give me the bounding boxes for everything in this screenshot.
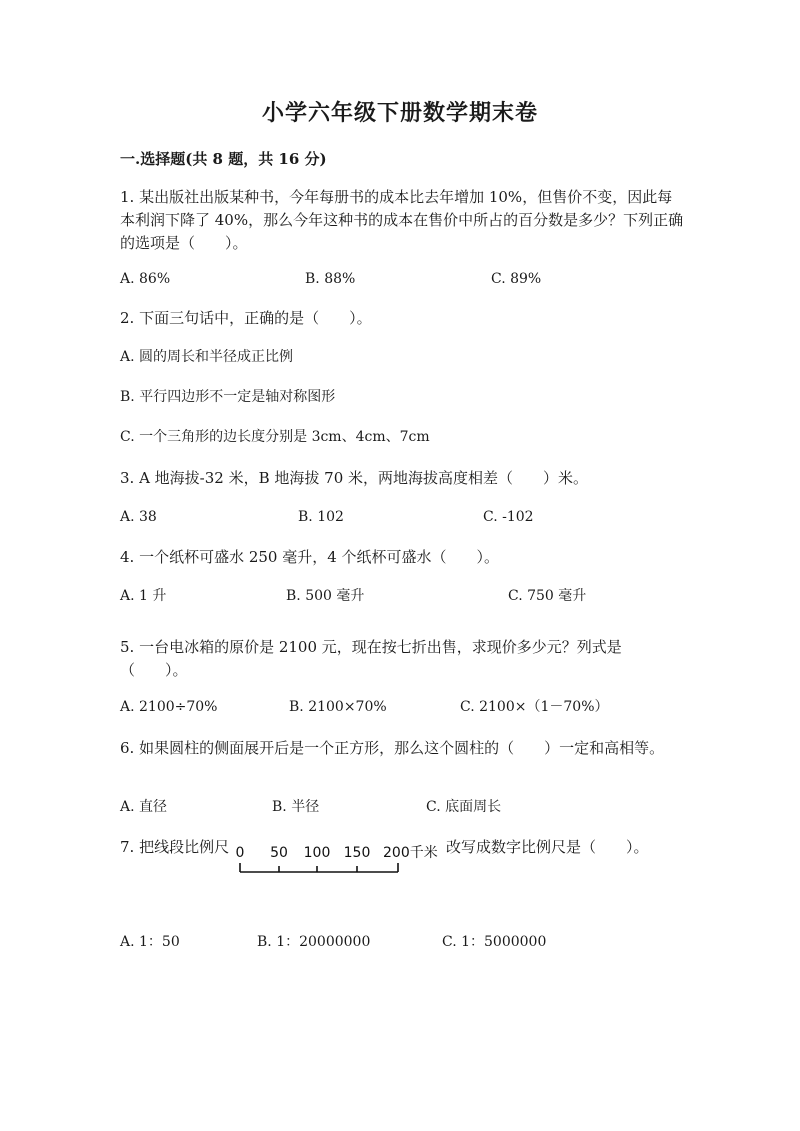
scale-label-150: 150 [343,845,371,861]
page-title: 小学六年级下册数学期末卷 [261,100,538,126]
question-3-stem: 3. A 地海拔-32 米，B 地海拔 70 米，两地海拔高度相差（ ）米。 [120,469,589,487]
line-scale-diagram [236,842,446,878]
question-4-option-a: A. 1 升 [120,588,167,604]
question-2-option-a: A. 圆的周长和半径成正比例 [120,349,294,365]
question-3-option-b: B. 102 [298,509,344,525]
scale-label-0: 0 [236,845,245,861]
question-7-stem-start: 7. 把线段比例尺 [120,838,230,856]
question-4-option-c: C. 750 毫升 [508,588,587,604]
question-5-option-a: A. 2100÷70% [120,699,218,715]
question-6-stem: 6. 如果圆柱的侧面展开后是一个正方形，那么这个圆柱的（ ）一定和高相等。 [120,739,665,757]
question-2-stem: 2. 下面三句话中，正确的是（ ）。 [120,309,372,327]
question-1-stem: 1. 某出版社出版某种书，今年每册书的成本比去年增加 10%，但售价不变，因此每本利润下降了 40%，那么今年这种书的成本在售价中所占的百分数是多少？下列正确的选项是（ ）。 [120,188,684,252]
question-2-option-c: C. 一个三角形的边长度分别是 3cm、4cm、7cm [120,429,430,445]
question-3-option-c: C. -102 [483,509,534,525]
scale-label-200: 200千米 [383,845,438,861]
question-4-stem: 4. 一个纸杯可盛水 250 毫升，4 个纸杯可盛水（ ）。 [120,548,500,566]
question-6-option-c: C. 底面周长 [426,799,502,815]
question-4-option-b: B. 500 毫升 [286,588,365,604]
question-6-option-b: B. 半径 [272,799,320,815]
question-7-option-c: C. 1：5000000 [442,934,547,950]
scale-label-50: 50 [270,845,288,861]
scale-label-100: 100 [303,845,331,861]
question-7-stem-end: 改写成数字比例尺是（ ）。 [446,838,649,856]
question-6-option-a: A. 直径 [120,799,168,815]
question-7-option-b: B. 1：20000000 [257,934,371,950]
question-1-option-a: A. 86% [120,271,171,287]
question-5-option-c: C. 2100×（1－70%） [460,699,609,715]
question-2-option-b: B. 平行四边形不一定是轴对称图形 [120,389,336,405]
question-1-option-c: C. 89% [491,271,542,287]
question-5-stem: 5. 一台电冰箱的原价是 2100 元，现在按七折出售，求现价多少元？列式是（ ）。 [120,638,622,679]
question-3-option-a: A. 38 [120,509,157,525]
question-1-option-b: B. 88% [305,271,356,287]
section-heading: 一.选择题(共 8 题，共 16 分) [120,150,327,168]
question-5-option-b: B. 2100×70% [289,699,387,715]
question-7-option-a: A. 1：50 [120,934,180,950]
